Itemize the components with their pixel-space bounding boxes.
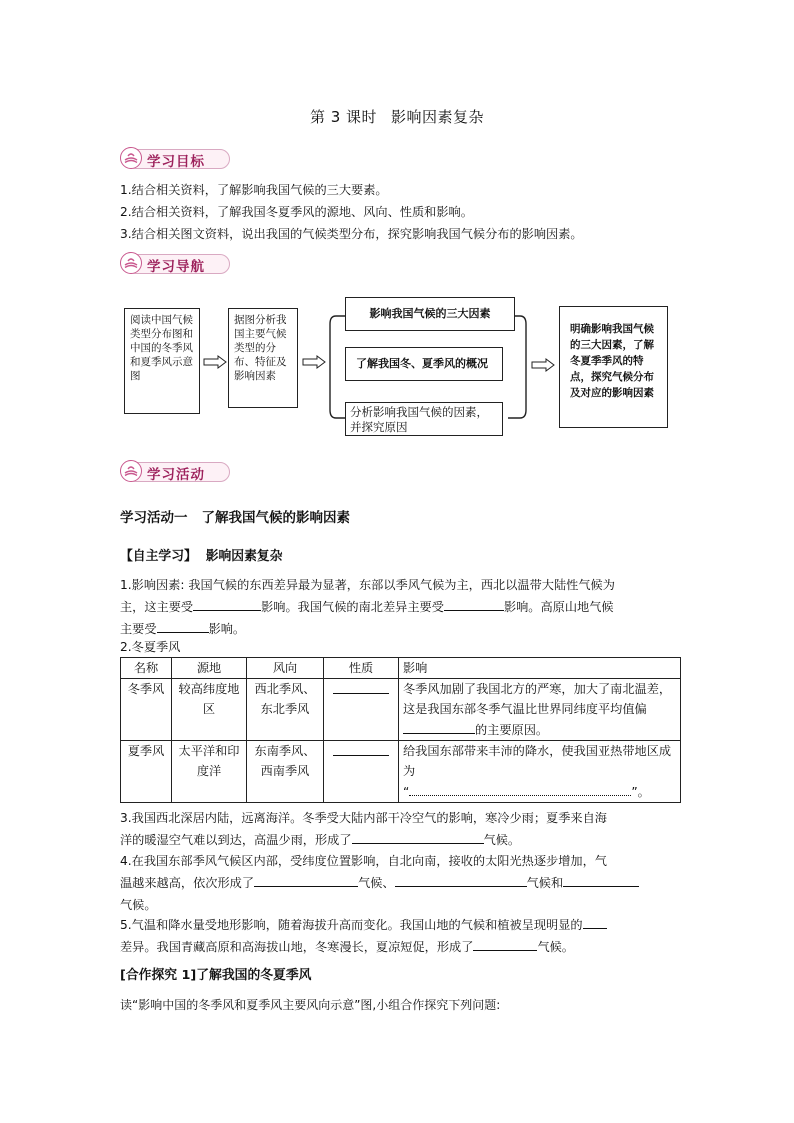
answer-blank[interactable] — [563, 872, 639, 887]
self-study-heading — [120, 547, 282, 566]
question-1 — [120, 574, 675, 640]
coop-heading — [120, 966, 311, 985]
question-text: 影响。高原山地气候 — [503, 600, 614, 614]
question-5 — [120, 914, 675, 958]
book-icon — [120, 460, 142, 482]
goal-item: 1.结合相关资料，了解影响我国气候的三大要素。 — [120, 183, 388, 197]
activity-title: 了解我国气候的影响因素 — [201, 510, 350, 526]
flow-box-factors: 影响我国气候的三大因素 — [345, 297, 515, 331]
table-cell — [399, 679, 681, 741]
coop-title: 了解我国的冬夏季风 — [196, 968, 312, 983]
question-text: 1.影响因素: 我国气候的东西差异最为显著，东部以季风气候为主，西北以温带大陆性气候为 — [120, 578, 615, 592]
answer-blank[interactable] — [157, 618, 209, 633]
question-text: 主，这主要受 — [120, 600, 194, 614]
arrow-icon — [531, 358, 555, 372]
book-icon — [120, 252, 142, 274]
section-header-goals — [120, 147, 230, 169]
table-cell: 夏季风 — [121, 741, 172, 803]
table-cell: 西北季风、东北季风 — [247, 679, 324, 741]
goal-item: 3.结合相关图文资料，说出我国的气候类型分布，探究影响我国气候分布的影响因素。 — [120, 227, 583, 241]
question-3 — [120, 807, 675, 851]
table-text: 冬季风加剧了我国北方的严寒，加大了南北温差，这是我国东部冬季气温比世界同纬度平均值偏 — [403, 682, 672, 716]
coop-tag: [合作探究 1] — [120, 968, 197, 983]
question-text: 影响。 — [208, 622, 246, 636]
self-study-title: 影响因素复杂 — [205, 549, 283, 564]
book-icon — [120, 147, 142, 169]
monsoon-table — [120, 657, 681, 803]
table-cell — [324, 741, 399, 803]
answer-blank[interactable] — [333, 679, 389, 694]
self-study-tag: 【自主学习】 — [120, 549, 197, 564]
answer-blank[interactable] — [352, 829, 484, 844]
table-header: 名称 — [121, 658, 172, 679]
table-header: 影响 — [399, 658, 681, 679]
table-cell: 太平洋和印度洋 — [172, 741, 247, 803]
question-text: 温越来越高，依次形成了 — [120, 876, 255, 890]
answer-blank[interactable] — [444, 596, 504, 611]
activity-label: 学习活动一 — [120, 510, 188, 526]
table-text: ”。 — [631, 785, 650, 799]
table-text: 的主要原因。 — [475, 723, 549, 737]
page-title — [0, 106, 794, 127]
arrow-icon — [302, 355, 326, 369]
table-cell — [324, 679, 399, 741]
question-text: 4.在我国东部季风气候区内部，受纬度位置影响，自北向南，接收的太阳光热逐步增加，气 — [120, 854, 607, 868]
table-cell — [399, 741, 681, 803]
activity-heading — [120, 506, 350, 526]
flow-box-read: 阅读中国气候类型分布图和中国的冬季风和夏季风示意图 — [124, 308, 200, 414]
question-text: 洋的暖湿空气难以到达，高温少雨，形成了 — [120, 833, 352, 847]
answer-blank[interactable] — [583, 914, 607, 929]
goal-item: 2.结合相关资料，了解我国冬夏季风的源地、风向、性质和影响。 — [120, 205, 473, 219]
table-cell: 较高纬度地区 — [172, 679, 247, 741]
question-text: 气候、 — [358, 876, 395, 890]
table-header: 源地 — [172, 658, 247, 679]
flow-box-monsoon: 了解我国冬、夏季风的概况 — [345, 347, 503, 381]
table-header: 性质 — [324, 658, 399, 679]
coop-instruction: 读“影响中国的冬季风和夏季风主要风向示意”图,小组合作探究下列问题: — [120, 998, 501, 1012]
answer-blank[interactable] — [254, 872, 358, 887]
answer-blank[interactable] — [395, 872, 527, 887]
table-row — [121, 679, 681, 741]
table-header: 风向 — [247, 658, 324, 679]
arrow-icon — [203, 355, 227, 369]
question-text: 影响。我国气候的南北差异主要受 — [261, 600, 444, 614]
lesson-number: 第 3 课时 — [309, 108, 378, 126]
question-text: 5.气温和降水量受地形影响，随着海拔升高而变化。我国山地的气候和植被呈现明显的 — [120, 918, 583, 932]
table-row — [121, 741, 681, 803]
lesson-topic: 影响因素复杂 — [391, 108, 485, 126]
question-text: 3.我国西北深居内陆，远离海洋。冬季受大陆内部干冷空气的影响，寒冷少雨；夏季来自海 — [120, 811, 607, 825]
answer-blank[interactable] — [409, 781, 631, 796]
question-text: 差异。我国青藏高原和高海拔山地，冬寒漫长，夏凉短促，形成了 — [120, 940, 474, 954]
question-text: 气候。 — [483, 833, 521, 847]
question-text: 气候。 — [120, 898, 157, 912]
answer-blank[interactable] — [333, 741, 389, 756]
flow-box-result: 明确影响我国气候的三大因素，了解冬夏季季风的特点，探究气候分布及对应的影响因素 — [559, 306, 668, 428]
question-text: 主要受 — [120, 622, 157, 636]
flow-box-analyze: 据图分析我国主要气候类型的分布、特征及影响因素 — [228, 308, 298, 408]
question-4 — [120, 850, 675, 916]
answer-blank[interactable] — [473, 936, 537, 951]
question-text: 气候和 — [526, 876, 564, 890]
question-text: 气候。 — [537, 940, 574, 954]
section-title-guide: 学习导航 — [147, 259, 205, 275]
table-text: “ — [403, 785, 410, 799]
table-header-row — [121, 658, 681, 679]
section-title-activity: 学习活动 — [147, 467, 205, 483]
question-2-label: 2.冬夏季风 — [120, 640, 181, 654]
section-title-goals: 学习目标 — [147, 154, 205, 170]
table-cell: 冬季风 — [121, 679, 172, 741]
section-header-activity — [120, 460, 230, 482]
answer-blank[interactable] — [193, 596, 261, 611]
flow-box-explore: 分析影响我国气候的因素，并探究原因 — [345, 402, 503, 436]
section-header-guide — [120, 252, 230, 274]
answer-blank[interactable] — [403, 719, 475, 734]
table-text: 给我国东部带来丰沛的降水，使我国亚热带地区成为 — [403, 744, 672, 778]
table-cell: 东南季风、西南季风 — [247, 741, 324, 803]
